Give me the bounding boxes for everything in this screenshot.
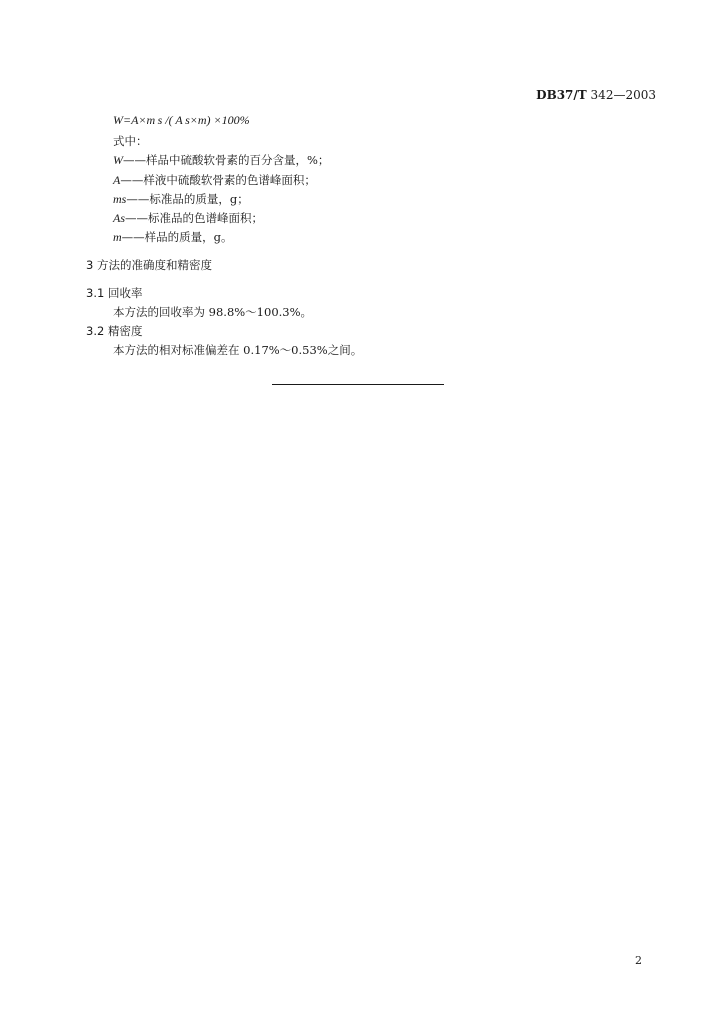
- definition-symbol: A: [113, 173, 121, 187]
- definition-a: [113, 173, 316, 187]
- standard-code: DB37/T: [536, 88, 587, 102]
- section-3-2-body: 本方法的相对标准偏差在 0.17%～0.53%之间。: [113, 343, 363, 357]
- definition-symbol: m: [113, 230, 122, 244]
- definition-w: [113, 153, 329, 167]
- definition-text: ——样品的质量，g。: [121, 230, 233, 244]
- definition-text: ——样液中硫酸软骨素的色谱峰面积；: [120, 173, 316, 187]
- definition-symbol: W: [113, 153, 123, 167]
- formula: W=A×m s /( A s×m) ×100%: [113, 113, 250, 127]
- definition-as: [113, 211, 263, 225]
- definition-symbol: As: [113, 211, 125, 225]
- definition-text: ——标准品的质量，g；: [126, 192, 249, 206]
- definition-m: [113, 230, 233, 244]
- page-number: 2: [635, 954, 642, 967]
- definition-symbol: ms: [113, 192, 127, 206]
- definition-text: ——样品中硫酸软骨素的百分含量，%；: [123, 153, 330, 167]
- standard-number: 342—2003: [590, 88, 656, 102]
- section-3-1-body: 本方法的回收率为 98.8%～100.3%。: [113, 305, 313, 319]
- where-label: 式中：: [113, 134, 148, 148]
- page-header: [536, 88, 656, 102]
- definition-text: ——标准品的色谱峰面积；: [125, 211, 263, 225]
- end-rule: [272, 384, 444, 385]
- section-3-1-heading: 3.1 回收率: [86, 286, 143, 300]
- definition-ms: [113, 192, 249, 206]
- section-3-2-heading: 3.2 精密度: [86, 324, 143, 338]
- section-3-heading: 3 方法的准确度和精密度: [86, 258, 212, 272]
